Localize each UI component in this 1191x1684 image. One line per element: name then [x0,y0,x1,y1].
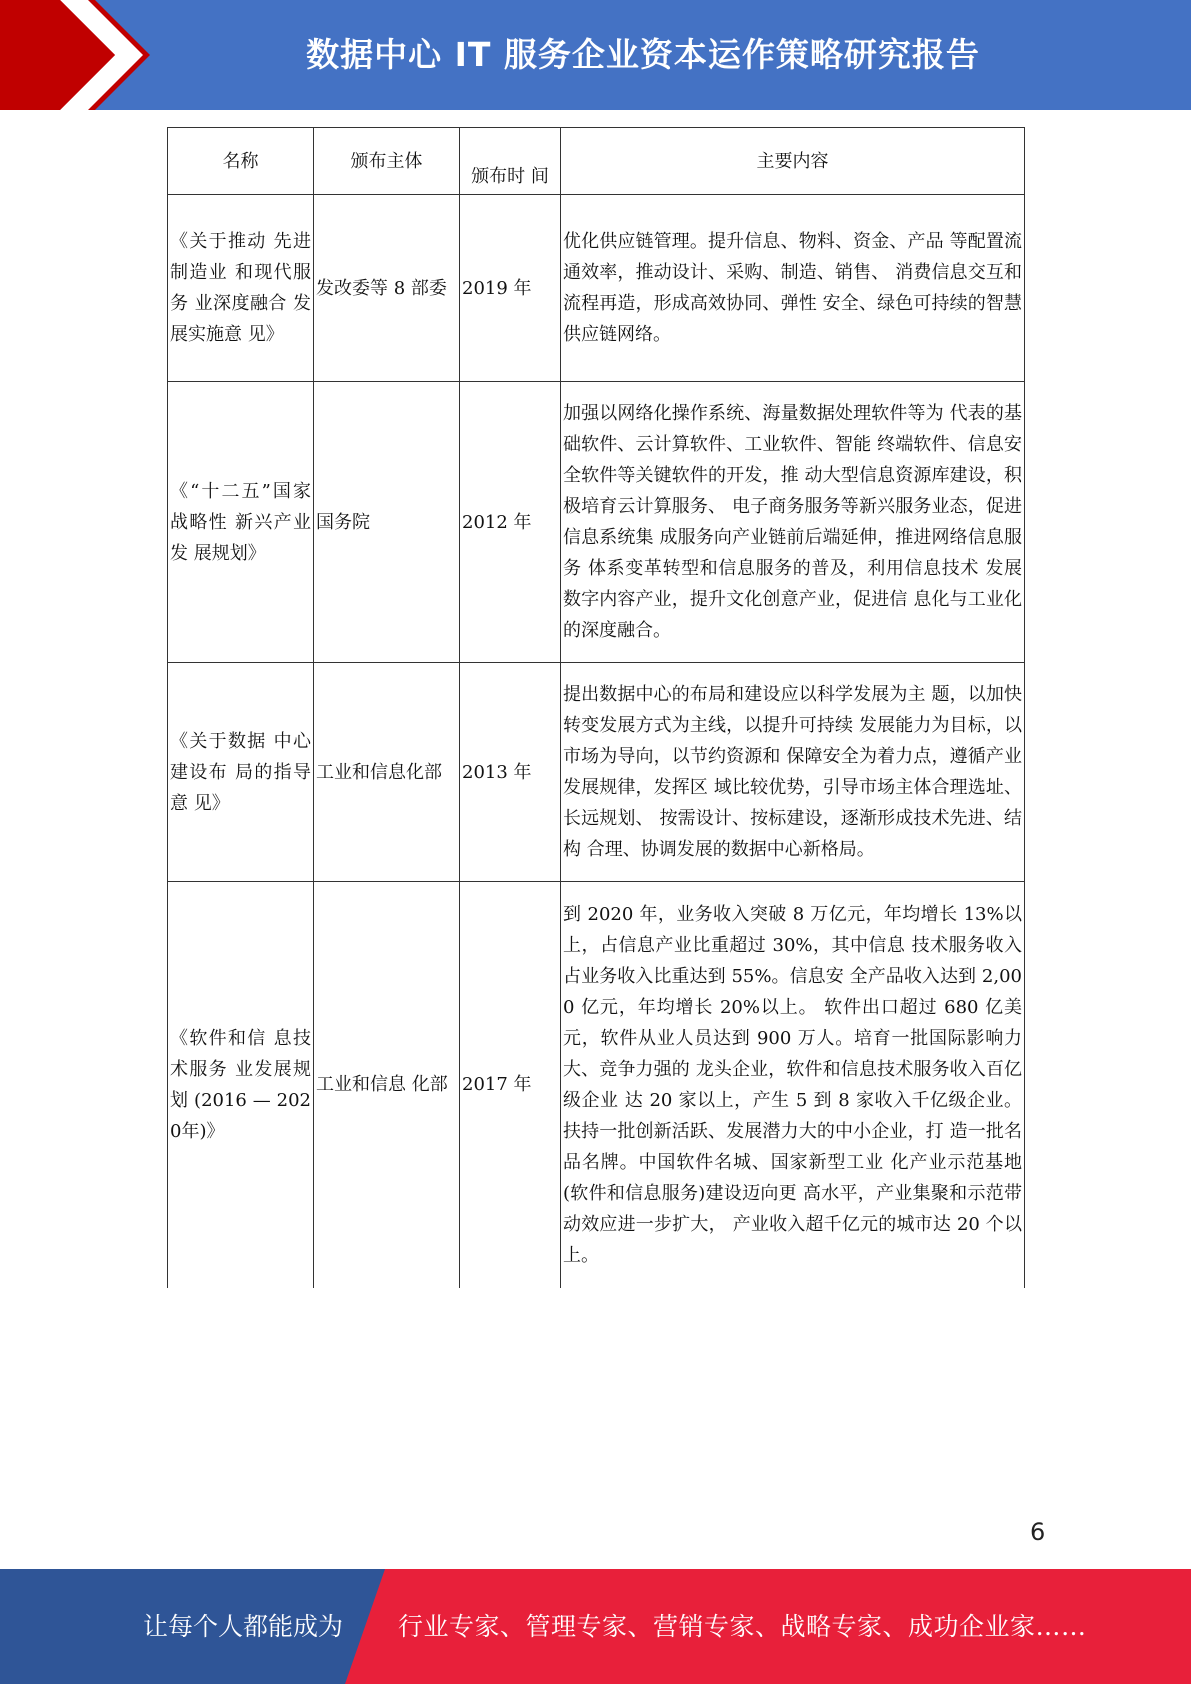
policy-name: 《关于数据 中心建设布 局的指导意 见》 [168,663,314,882]
footer-banner [0,1569,1191,1684]
page-number: 6 [1030,1518,1046,1546]
policy-issuer: 发改委等 8 部委 [314,195,460,382]
policy-content: 到 2020 年，业务收入突破 8 万亿元，年均增长 13%以上，占信息产业比重超过 30%，其中信息 技术服务收入占业务收入比重达到 55%。信息安 全产品收入达到 2,000 亿元，年均增长 20%以上。 软件出口超过 680 亿美元，软件从业人员达到 900 万人。培育一批国际影响力大、竞争力强的 龙头企业，软件和信息技术服务收入百亿级企业 达 20 家以上，产生 5 到 8 家收入千亿级企业。 扶持一批创新活跃、发展潜力大的中小企业，打 造一批名品名牌。中国软件名城、国家新型工业 化产业示范基地(软件和信息服务)建设迈向更 高水平，产业集聚和示范带动效应进一步扩大， 产业收入超千亿元的城市达 20 个以上。 [561,882,1025,1288]
table-row [168,382,1025,663]
table-row [168,195,1025,382]
policy-year: 2019 年 [460,195,561,382]
policy-issuer: 工业和信息化部 [314,663,460,882]
policy-table [167,127,1025,1288]
header-banner [0,0,1191,110]
header-content: 主要内容 [561,128,1025,195]
policy-content: 优化供应链管理。提升信息、物料、资金、产品 等配置流通效率，推动设计、采购、制造、销售、 消费信息交互和流程再造，形成高效协同、弹性 安全、绿色可持续的智慧供应链网络。 [561,195,1025,382]
policy-year: 2017 年 [460,882,561,1288]
header-name: 名称 [168,128,314,195]
footer-slogan-left: 让每个人都能成为 [143,1612,344,1641]
header-issuer: 颁布主体 [314,128,460,195]
table-header-row [168,128,1025,195]
policy-year: 2013 年 [460,663,561,882]
policy-name: 《软件和信 息技术服务 业发展规划 (2016 — 2020年)》 [168,882,314,1288]
policy-name: 《关于推动 先进制造业 和现代服务 业深度融合 发展实施意 见》 [168,195,314,382]
policy-issuer: 工业和信息 化部 [314,882,460,1288]
policy-issuer: 国务院 [314,382,460,663]
table-row [168,663,1025,882]
report-title: 数据中心 IT 服务企业资本运作策略研究报告 [306,35,980,74]
policy-content: 提出数据中心的布局和建设应以科学发展为主 题，以加快转变发展方式为主线，以提升可持续 发展能力为目标，以市场为导向，以节约资源和 保障安全为着力点，遵循产业发展规律，发挥区 域比较优势，引导市场主体合理选址、长远规划、 按需设计、按标建设，逐渐形成技术先进、结构 合理、协调发展的数据中心新格局。 [561,663,1025,882]
table-row [168,882,1025,1288]
footer-slogan-right: 行业专家、管理专家、营销专家、战略专家、成功企业家…… [398,1612,1087,1641]
header-year: 颁布时 间 [460,128,561,195]
policy-year: 2012 年 [460,382,561,663]
policy-content: 加强以网络化操作系统、海量数据处理软件等为 代表的基础软件、云计算软件、工业软件、智能 终端软件、信息安全软件等关键软件的开发，推 动大型信息资源库建设，积极培育云计算服务、 电子商务服务等新兴服务业态，促进信息系统集 成服务向产业链前后端延伸，推进网络信息服务 体系变革转型和信息服务的普及，利用信息技术 发展数字内容产业，提升文化创意产业，促进信 息化与工业化的深度融合。 [561,382,1025,663]
policy-name: 《“十二五”国家战略性 新兴产业发 展规划》 [168,382,314,663]
